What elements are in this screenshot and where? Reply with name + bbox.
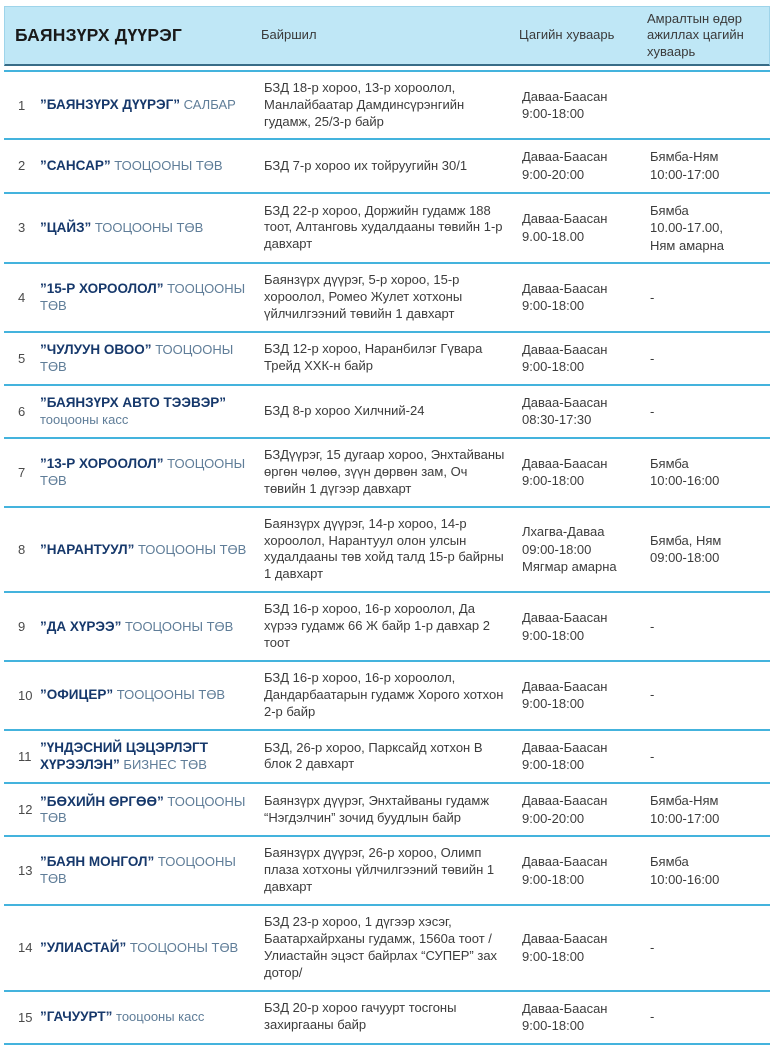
table-row bbox=[4, 731, 770, 785]
location-cell: БЗД 23-р хороо, 1 дүгээр хэсэг, Баатархайрханы гудамж, 1560а тоот /Улиастайн эцэст байрлах “СУПЕР” зах дотор/ bbox=[264, 914, 498, 980]
column-header-weekend: Амралтын өдөр ажиллах цагийн хуваарь bbox=[647, 11, 744, 59]
branch-name: ”УЛИАСТАЙ” bbox=[40, 939, 127, 955]
row-number: 9 bbox=[18, 619, 26, 635]
branch-name-cell bbox=[40, 1008, 264, 1026]
weekend-cell: - bbox=[650, 1009, 655, 1025]
location-cell: Баянзүрх дүүрэг, 5-р хороо, 15-р хороолол, Ромео Жулет хотхоны үйлчилгээний төвийн 1 давхарт bbox=[264, 272, 463, 321]
weekend-cell: - bbox=[650, 940, 655, 956]
schedule-cell: Даваа-Баасан 9:00-20:00 bbox=[522, 793, 608, 826]
branch-name: ”ГАЧУУРТ” bbox=[40, 1009, 113, 1025]
branch-type: ТООЦООНЫ ТӨВ bbox=[40, 455, 246, 488]
branch-type: тооцооны касс bbox=[116, 1009, 205, 1025]
row-number: 12 bbox=[18, 802, 33, 818]
schedule-cell: Даваа-Баасан 9:00-20:00 bbox=[522, 149, 608, 182]
branch-name: ”ОФИЦЕР” bbox=[40, 687, 114, 703]
location-cell: БЗД 7-р хороо их тойруугийн 30/1 bbox=[264, 157, 468, 173]
row-number: 10 bbox=[18, 687, 33, 703]
branch-type: ТООЦООНЫ ТӨВ bbox=[129, 939, 239, 955]
branch-type: ТООЦООНЫ ТӨВ bbox=[137, 541, 247, 557]
weekend-cell: - bbox=[650, 618, 655, 634]
row-number: 5 bbox=[18, 350, 26, 366]
schedule-cell: Лхагва-Даваа 09:00-18:00 Мягмар амарна bbox=[522, 524, 617, 575]
schedule-cell: Даваа-Баасан 9:00-18:00 bbox=[522, 854, 608, 887]
branch-type: ТООЦООНЫ ТӨВ bbox=[40, 341, 234, 374]
branch-name-cell bbox=[40, 793, 264, 828]
location-cell: БЗД 18-р хороо, 13-р хороолол, Манлайбаатар Дамдинсүрэнгийн гудамж, 25/3-р байр bbox=[264, 79, 465, 129]
location-cell: БЗД, 26-р хороо, Парксайд хотхон В блок 2 давхарт bbox=[264, 739, 483, 772]
branch-name-cell bbox=[40, 394, 264, 429]
branch-name: ”15-Р ХОРООЛОЛ” bbox=[40, 281, 164, 297]
weekend-cell: - bbox=[650, 350, 655, 366]
branch-name: ”ЦАЙЗ” bbox=[40, 219, 92, 235]
branch-name-cell bbox=[40, 341, 264, 376]
table-header bbox=[4, 6, 770, 66]
weekend-cell: Бямба 10.00-17.00, Ням амарна bbox=[650, 202, 725, 253]
branch-type: ТООЦООНЫ ТӨВ bbox=[40, 854, 236, 887]
branch-name-cell bbox=[40, 618, 264, 636]
branch-name-cell bbox=[40, 157, 264, 175]
weekend-cell: Бямба-Ням 10:00-17:00 bbox=[650, 149, 720, 182]
row-number: 14 bbox=[18, 940, 33, 956]
table-row bbox=[4, 72, 770, 141]
branch-type: ТООЦООНЫ ТӨВ bbox=[114, 158, 223, 174]
branch-type: БИЗНЕС ТӨВ bbox=[123, 757, 207, 773]
branch-name: ”БАЯНЗҮРХ ДҮҮРЭГ” bbox=[40, 97, 180, 113]
branch-name: ”БАЯНЗҮРХ АВТО ТЭЭВЭР” bbox=[40, 395, 227, 411]
weekend-cell: - bbox=[650, 403, 655, 419]
column-header-schedule: Цагийн хуваарь bbox=[519, 27, 615, 43]
branch-type: ТООЦООНЫ ТӨВ bbox=[94, 219, 204, 235]
table-row bbox=[4, 140, 770, 193]
location-cell: БЗД 16-р хороо, 16-р хороолол, Да хүрээ гудамж 66 Ж байр 1-р давхар 2 тоот bbox=[264, 601, 490, 651]
branch-name-cell bbox=[40, 686, 264, 704]
location-cell: БЗД 16-р хороо, 16-р хороолол, Дандарбаатарын гудамж Хорого хотхон 2-р байр bbox=[264, 669, 504, 719]
weekend-cell: Бямба, Ням 09:00-18:00 bbox=[650, 532, 722, 566]
schedule-cell: Даваа-Баасан 9:00-18:00 bbox=[522, 341, 608, 375]
weekend-cell: Бямба-Ням 10:00-17:00 bbox=[650, 793, 720, 826]
weekend-cell: - bbox=[650, 687, 655, 703]
table-row bbox=[4, 386, 770, 439]
row-number: 15 bbox=[18, 1009, 33, 1025]
branch-name: ”13-Р ХОРООЛОЛ” bbox=[40, 455, 164, 471]
table-row bbox=[4, 264, 770, 333]
branch-name-cell bbox=[40, 96, 264, 114]
table-row bbox=[4, 906, 770, 992]
branch-name-cell bbox=[40, 541, 264, 559]
table-body bbox=[4, 70, 770, 1045]
branch-name-cell bbox=[40, 739, 264, 775]
location-cell: БЗД 12-р хороо, Наранбилэг Гүвара Трейд ХХК-н байр bbox=[264, 341, 483, 374]
branch-type: тооцооны касс bbox=[40, 411, 129, 427]
table-row bbox=[4, 439, 770, 508]
branch-name: ”БАЯН МОНГОЛ” bbox=[40, 854, 155, 870]
location-cell: БЗД 22-р хороо, Доржийн гудамж 188 тоот, Алтанговь худалдааны төвийн 1-р давхарт bbox=[264, 202, 503, 252]
schedule-cell: Даваа-Баасан 9:00-18:00 bbox=[522, 739, 608, 773]
branch-name: ”ЧУЛУУН ОВОО” bbox=[40, 341, 152, 357]
table-row bbox=[4, 194, 770, 265]
location-cell: БЗД 8-р хороо Хилчний-24 bbox=[264, 403, 425, 419]
table-row bbox=[4, 333, 770, 386]
column-header-location: Байршил bbox=[261, 27, 317, 43]
table-row bbox=[4, 992, 770, 1045]
row-number: 3 bbox=[18, 220, 26, 236]
schedule-cell: Даваа-Баасан 9.00-18.00 bbox=[522, 211, 608, 244]
table-row bbox=[4, 784, 770, 837]
branch-type: ТООЦООНЫ ТӨВ bbox=[124, 618, 234, 634]
row-number: 6 bbox=[18, 403, 26, 419]
branch-type: ТООЦООНЫ ТӨВ bbox=[40, 281, 246, 313]
branch-name-cell bbox=[40, 280, 264, 315]
branch-type: ТООЦООНЫ ТӨВ bbox=[116, 687, 226, 703]
schedule-cell: Даваа-Баасан 9:00-18:00 bbox=[522, 1000, 608, 1034]
schedule-cell: Даваа-Баасан 9:00-18:00 bbox=[522, 678, 608, 712]
location-cell: Баянзүрх дүүрэг, Энхтайваны гудамж “Нэгдэлчин” зочид буудлын байр bbox=[264, 793, 490, 825]
table-row bbox=[4, 662, 770, 731]
branch-name: ”НАРАНТУУЛ” bbox=[40, 541, 135, 557]
row-number: 7 bbox=[18, 464, 26, 480]
row-number: 4 bbox=[18, 289, 26, 305]
weekend-cell: - bbox=[650, 748, 655, 764]
weekend-cell: Бямба 10:00-16:00 bbox=[650, 455, 720, 489]
branch-name: ”БӨХИЙН ӨРГӨӨ” bbox=[40, 793, 164, 809]
location-cell: Баянзүрх дүүрэг, 14-р хороо, 14-р хороолол, Нарантуул олон улсын худалдааны төв хойд талд 15-р байрны 1 давхарт bbox=[264, 515, 504, 582]
weekend-cell: - bbox=[650, 289, 655, 305]
schedule-cell: Даваа-Баасан 9:00-18:00 bbox=[522, 88, 608, 122]
location-cell: БЗД 20-р хороо гачуурт тосгоны захиргааны байр bbox=[264, 1000, 457, 1033]
row-number: 8 bbox=[18, 541, 26, 557]
branch-name-cell bbox=[40, 853, 264, 888]
weekend-cell: Бямба 10:00-16:00 bbox=[650, 854, 720, 887]
branch-type: САЛБАР bbox=[183, 97, 236, 113]
branch-name-cell bbox=[40, 219, 264, 237]
district-title: БАЯНЗҮРХ ДҮҮРЭГ bbox=[15, 24, 182, 45]
branch-name: ”ДА ХҮРЭЭ” bbox=[40, 618, 122, 634]
branch-type: ТООЦООНЫ ТӨВ bbox=[40, 793, 246, 826]
branch-name-cell bbox=[40, 939, 264, 957]
table-row bbox=[4, 837, 770, 906]
table-row bbox=[4, 508, 770, 594]
row-number: 2 bbox=[18, 158, 26, 174]
schedule-cell: Даваа-Баасан 9:00-18:00 bbox=[522, 931, 608, 964]
branch-name: ”ҮНДЭСНИЙ ЦЭЦЭРЛЭГТ ХҮРЭЭЛЭН” bbox=[40, 739, 208, 773]
table-row bbox=[4, 593, 770, 662]
schedule-cell: Даваа-Баасан 9:00-18:00 bbox=[522, 610, 608, 643]
row-number: 13 bbox=[18, 863, 33, 879]
branch-name: ”САНСАР” bbox=[40, 158, 111, 174]
schedule-cell: Даваа-Баасан 9:00-18:00 bbox=[522, 280, 608, 314]
location-cell: БЗДүүрэг, 15 дугаар хороо, Энхтайваны өргөн чөлөө, зүүн дөрвөн зам, Оч төвийн 1 дүгээр давхарт bbox=[264, 447, 505, 496]
schedule-cell: Даваа-Баасан 08:30-17:30 bbox=[522, 394, 608, 428]
location-cell: Баянзүрх дүүрэг, 26-р хороо, Олимп плаза хотхоны үйлчилгээний төвийн 1 давхарт bbox=[264, 845, 495, 895]
row-number: 1 bbox=[18, 97, 26, 113]
schedule-cell: Даваа-Баасан 9:00-18:00 bbox=[522, 455, 608, 489]
branch-name-cell bbox=[40, 455, 264, 490]
row-number: 11 bbox=[18, 748, 32, 764]
